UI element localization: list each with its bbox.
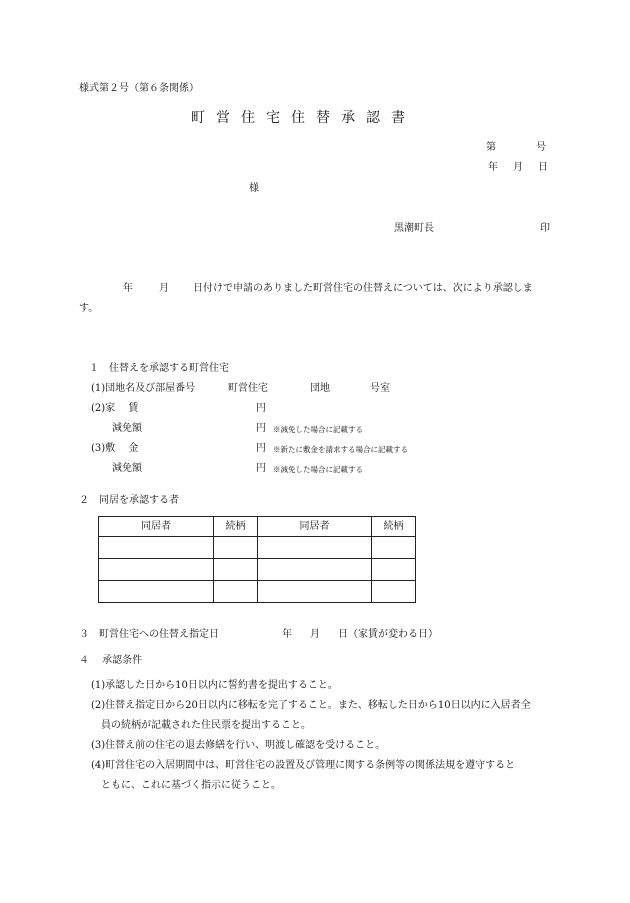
item1-room: 号室 — [370, 383, 390, 394]
table-row — [99, 537, 416, 559]
condition-line: ともに、これに基づく指示に従うこと。 — [101, 780, 281, 791]
section4-heading: ４ 承認条件 — [79, 655, 143, 666]
addressee-honorific: 様 — [249, 183, 259, 194]
table-cell — [214, 537, 258, 559]
rent-reduction-label: 減免額 — [112, 423, 142, 434]
table-cell — [258, 537, 372, 559]
number-kanji: 第 — [486, 142, 496, 153]
body-text-end: す。 — [79, 303, 99, 314]
date-month: 月 — [513, 162, 523, 173]
deposit-reduction-unit: 円 — [256, 463, 266, 474]
table-cell — [258, 559, 372, 581]
deposit-label: (3)敷 金 — [91, 443, 139, 454]
section3-year: 年 — [282, 629, 292, 640]
table-cell — [372, 581, 416, 603]
item1-label: (1)団地名及び部屋番号 — [91, 383, 196, 394]
table-cell — [214, 559, 258, 581]
condition-line: 員の続柄が記載された住民票を提出すること。 — [101, 720, 311, 731]
item1-complex: 団地 — [310, 383, 330, 394]
table-cell — [99, 559, 214, 581]
deposit-reduction-note: ※減免した場合に記載する — [273, 465, 363, 474]
column-header: 同居者 — [99, 517, 214, 537]
table-row — [99, 581, 416, 603]
condition-line: (1)承認した日から10日以内に誓約書を提出すること。 — [91, 680, 338, 691]
body-text: 日付けで申請のありました町営住宅の住替えについては、次により承認しま — [193, 283, 533, 294]
table-cell — [258, 581, 372, 603]
condition-line: (3)住替え前の住宅の退去修繕を行い、明渡し確認を受けること。 — [91, 740, 386, 751]
date-day: 日 — [538, 162, 548, 173]
number-suffix: 号 — [536, 142, 546, 153]
condition-line: (4)町営住宅の入居期間中は、町営住宅の設置及び管理に関する条例等の関係法規を遵守すると — [91, 760, 516, 771]
condition-line: (2)住替え指定日から20日以内に移転を完了すること。また、移転した日から10日以内に入居者全 — [91, 700, 531, 711]
section1-heading: １ 住替えを承認する町営住宅 — [89, 363, 229, 374]
form-label: 様式第２号（第６条関係） — [79, 83, 199, 94]
item1-housing: 町営住宅 — [228, 383, 268, 394]
issuer: 黒潮町長 — [394, 223, 434, 234]
table-cell — [372, 559, 416, 581]
body-month: 月 — [159, 283, 169, 294]
deposit-reduction-label: 減免額 — [112, 463, 142, 474]
section2-heading: ２ 同居を承認する者 — [79, 495, 179, 506]
table-cell — [372, 537, 416, 559]
rent-unit: 円 — [256, 403, 266, 414]
rent-label: (2)家 賃 — [91, 403, 139, 414]
column-header: 続柄 — [372, 517, 416, 537]
column-header: 同居者 — [258, 517, 372, 537]
date-year: 年 — [488, 162, 498, 173]
deposit-note: ※新たに敷金を請求する場合に記載する — [273, 445, 408, 454]
cohabitant-table — [98, 516, 416, 603]
table-header-row — [99, 517, 416, 537]
body-year: 年 — [123, 283, 133, 294]
table-cell — [99, 581, 214, 603]
deposit-unit: 円 — [256, 443, 266, 454]
table-row — [99, 559, 416, 581]
document-title: 町営住宅住替承認書 — [191, 110, 416, 126]
table-cell — [99, 537, 214, 559]
table-cell — [214, 581, 258, 603]
column-header: 続柄 — [214, 517, 258, 537]
rent-reduction-unit: 円 — [256, 423, 266, 434]
section3-day: 日（家賃が変わる日） — [338, 629, 438, 640]
rent-reduction-note: ※減免した場合に記載する — [273, 425, 363, 434]
section3-heading: ３ 町営住宅への住替え指定日 — [79, 629, 219, 640]
section3-month: 月 — [310, 629, 320, 640]
seal-mark: 印 — [540, 223, 550, 234]
